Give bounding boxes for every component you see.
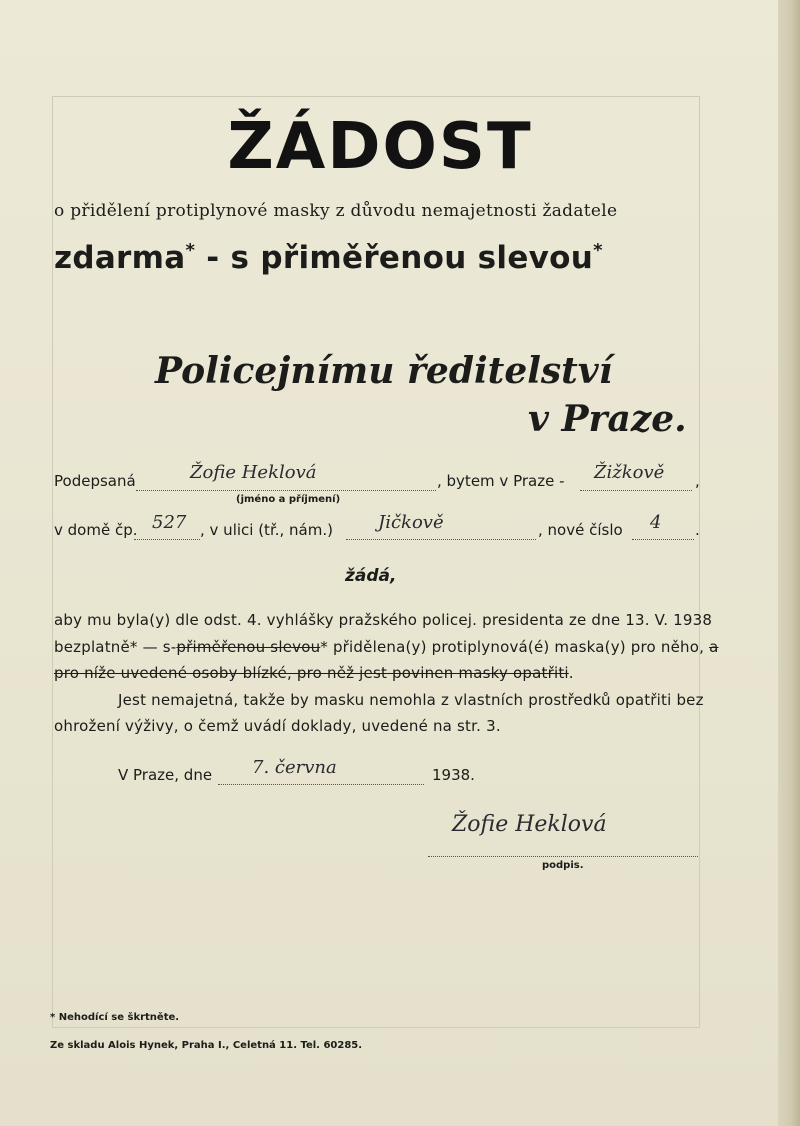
form-title: ŽÁDOST xyxy=(227,110,533,184)
addressee-line-2: v Praze. xyxy=(528,398,687,440)
comma: , xyxy=(695,472,700,490)
house-field-line xyxy=(134,539,200,540)
request-mask-text: * přidělena(y) protiplynová(é) maska(y) pro něho, xyxy=(320,638,705,656)
label-signed: Podepsaná xyxy=(54,472,136,490)
option-dash: - xyxy=(195,240,231,276)
signature-field[interactable]: Žofie Heklová xyxy=(452,812,607,837)
request-line-1: aby mu byla(y) dle odst. 4. vyhlášky pražského policej. presidenta ze dne 13. V. 1938 xyxy=(54,611,713,629)
request-verb: žádá, xyxy=(345,566,397,586)
year-text: 1938. xyxy=(432,766,475,784)
house-number-field[interactable]: 527 xyxy=(152,512,187,533)
label-new-number: , nové číslo xyxy=(538,521,623,539)
street-field-line xyxy=(346,539,536,540)
name-caption: (jméno a příjmení) xyxy=(236,494,341,505)
struck-and: a xyxy=(709,638,719,656)
asterisk-mark: * xyxy=(185,240,196,261)
dot: . xyxy=(695,521,700,539)
footnote: * Nehodící se škrtněte. xyxy=(50,1012,180,1023)
label-street: , v ulici (tř., nám.) xyxy=(200,521,333,539)
period: . xyxy=(568,664,574,682)
option-free: zdarma xyxy=(54,240,186,276)
new-number-field[interactable]: 4 xyxy=(650,512,662,533)
date-field-line xyxy=(218,784,424,785)
signature-line xyxy=(428,856,698,857)
request-line-2 xyxy=(54,638,718,656)
printer-imprint: Ze skladu Alois Hynek, Praha I., Celetná 11. Tel. 60285. xyxy=(50,1040,363,1051)
struck-discount-text: přiměřenou slevou xyxy=(176,638,321,656)
request-line-3 xyxy=(54,664,574,682)
label-house-number: v domě čp. xyxy=(54,521,138,539)
poverty-line-2: ohrožení výživy, o čemž uvádí doklady, uvedené na str. 3. xyxy=(54,717,501,735)
asterisk-mark: * xyxy=(593,240,603,261)
name-field-line xyxy=(136,490,436,491)
poverty-line-1: Jest nemajetná, takže by masku nemohla z vlastních prostředků opatřiti bez xyxy=(118,691,704,709)
name-field[interactable]: Žofie Heklová xyxy=(190,462,317,483)
struck-relatives-text: pro níže uvedené osoby blízké, pro něž jest povinen masky opatřiti xyxy=(54,664,569,682)
form-frame xyxy=(52,96,700,1028)
request-free-text: bezplatně* — s- xyxy=(54,638,177,656)
form-subtitle: o přidělení protiplynové masky z důvodu nemajetnosti žadatele xyxy=(54,201,618,221)
label-residing: , bytem v Praze - xyxy=(437,472,565,490)
new-number-field-line xyxy=(632,539,694,540)
option-discount: s přiměřenou slevou xyxy=(230,240,594,276)
place-date-label: V Praze, dne xyxy=(118,766,213,784)
price-option-line xyxy=(54,240,603,276)
signature-caption: podpis. xyxy=(542,860,584,871)
district-field-line xyxy=(580,490,692,491)
date-field[interactable]: 7. června xyxy=(252,757,337,778)
page-edge-shadow xyxy=(778,0,800,1126)
addressee-line-1: Policejnímu ředitelství xyxy=(155,350,613,392)
street-field[interactable]: Jičkově xyxy=(378,512,444,533)
district-field[interactable]: Žižkově xyxy=(594,462,665,483)
